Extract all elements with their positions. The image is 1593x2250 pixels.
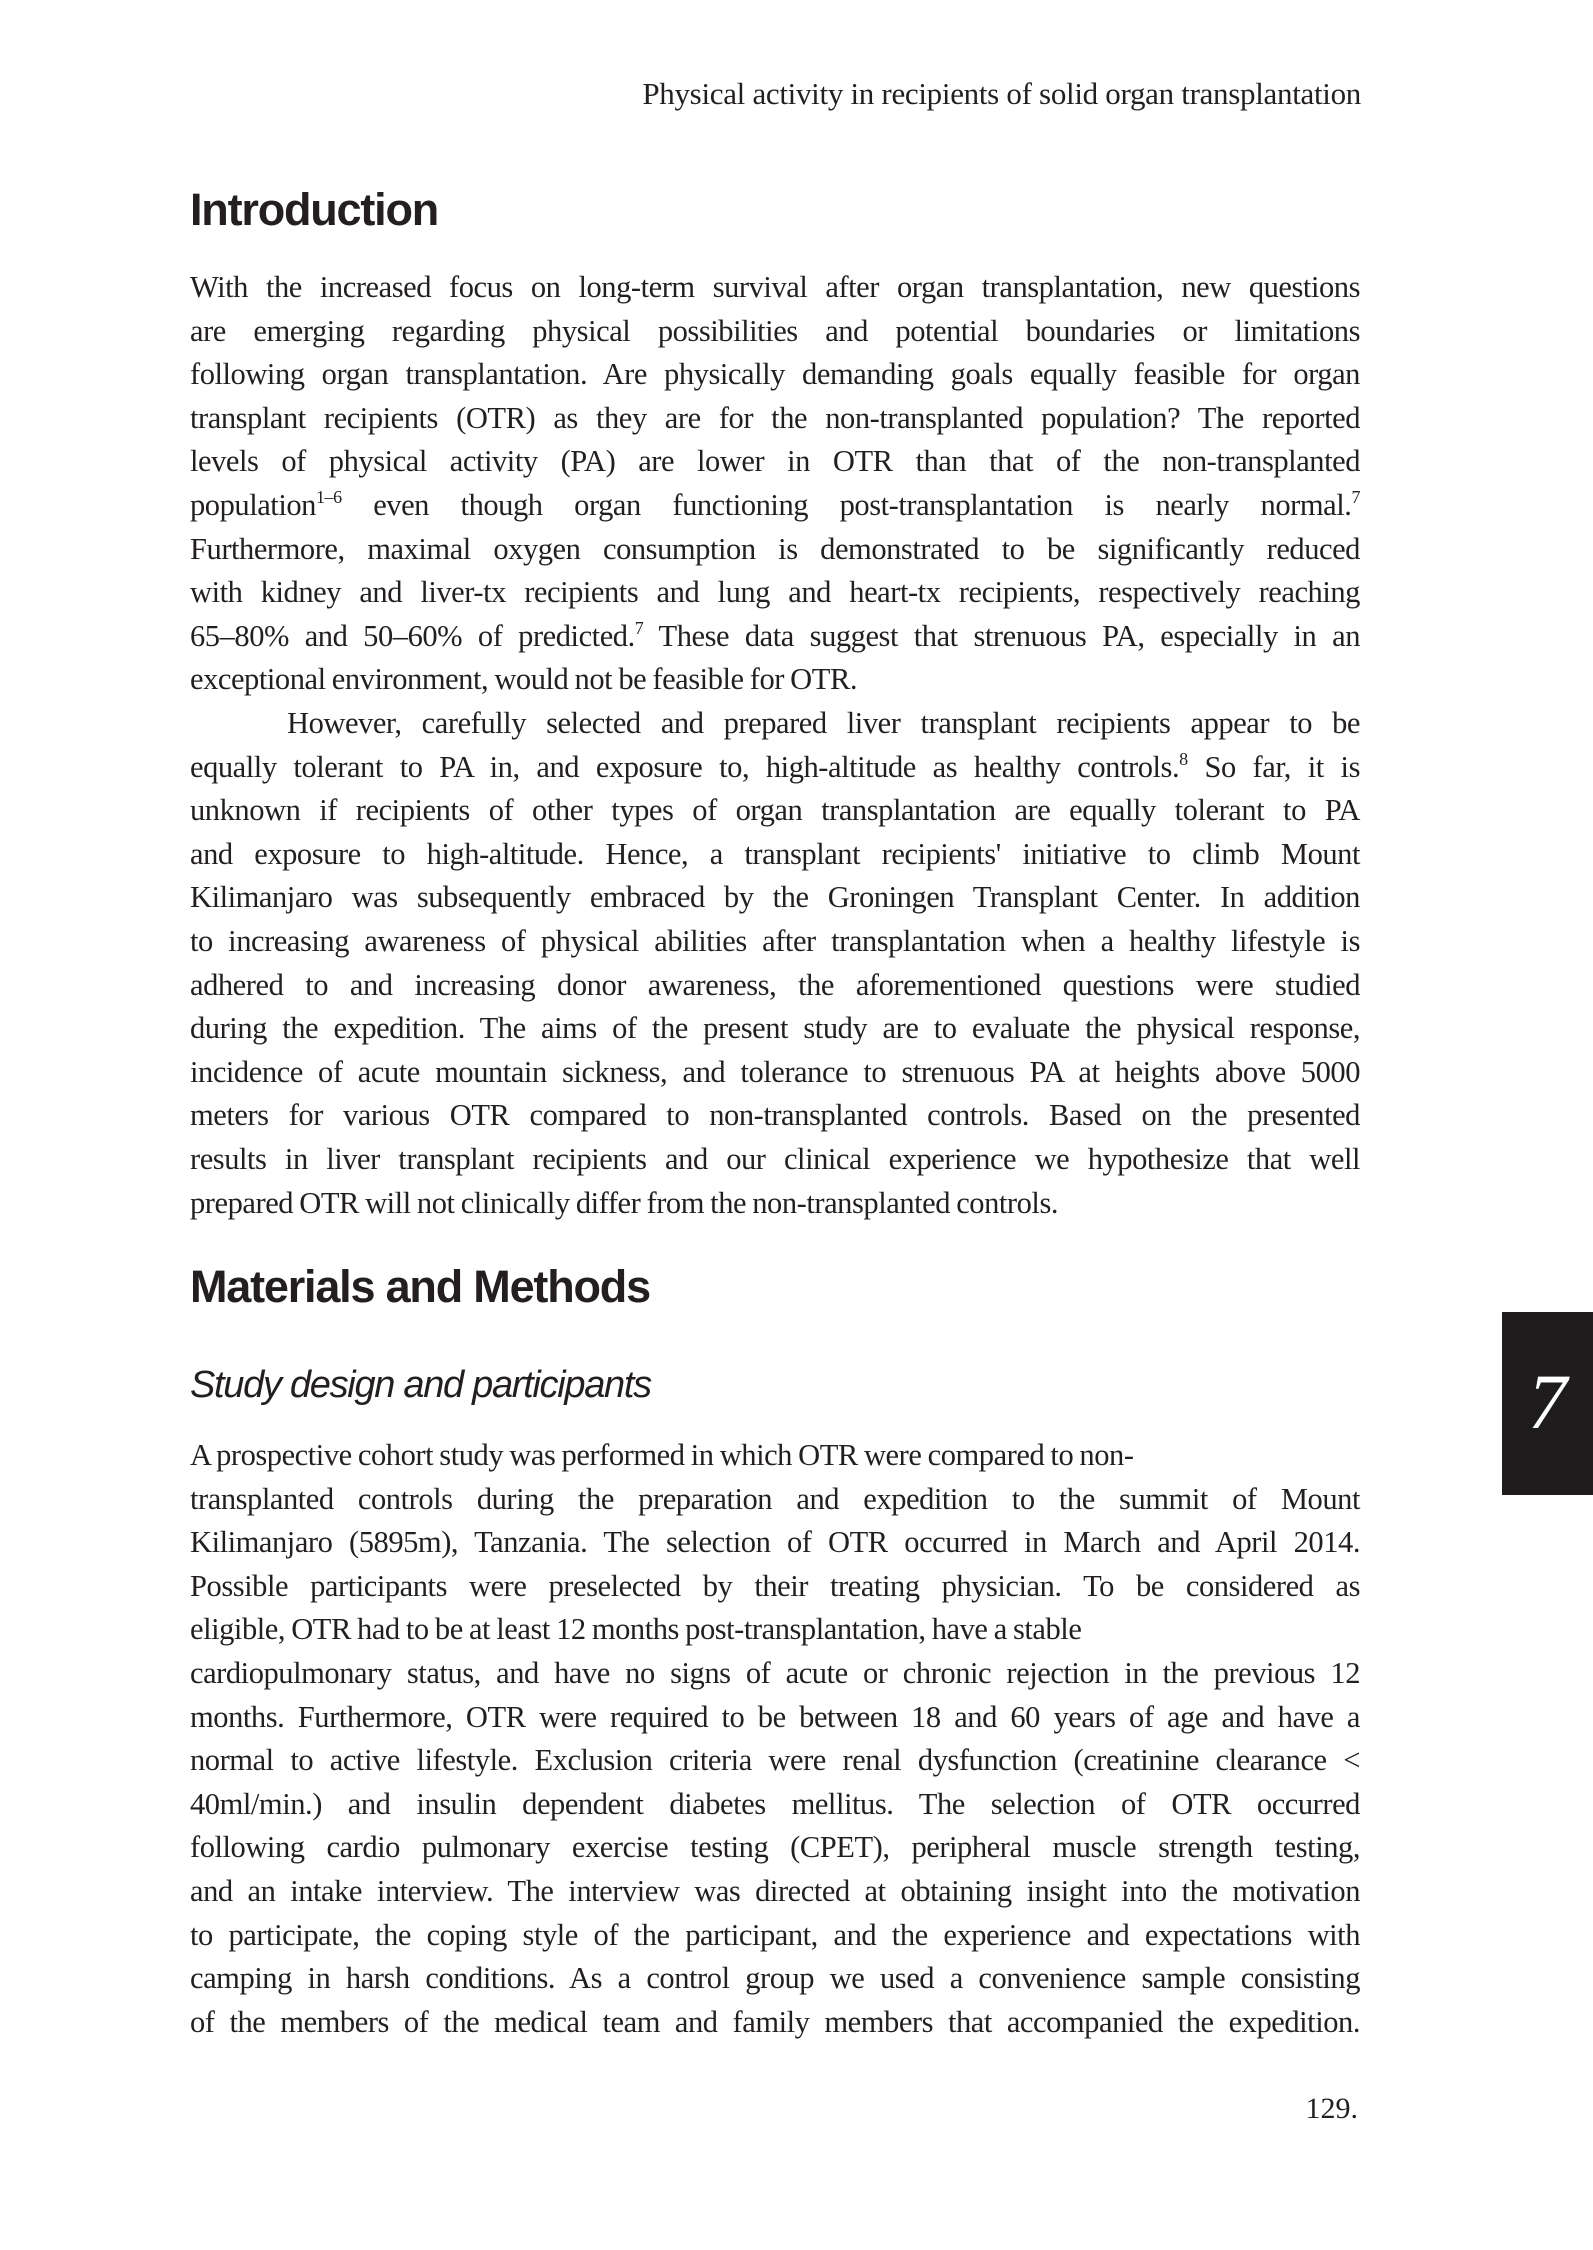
text-segment: 65–80% and 50–60% of predicted. [190,618,635,653]
text-line: meters for various OTR compared to non-transplanted controls. Based on the presented [190,1098,1360,1133]
text-line-with-citations [190,484,1360,528]
text-line: following cardio pulmonary exercise testing (CPET), peripheral muscle strength testing, [190,1830,1360,1865]
chapter-number: 7 [1528,1357,1567,1445]
text-line: following organ transplantation. Are physically demanding goals equally feasible for organ [190,357,1360,392]
text-line: normal to active lifestyle. Exclusion criteria were renal dysfunction (creatinine clearance < [190,1743,1360,1778]
text-line: transplanted controls during the preparation and expedition to the summit of Mount [190,1481,1360,1516]
text-line-with-citations [190,615,1360,659]
text-line: of the members of the medical team and family members that accompanied the expedition. [190,2004,1360,2039]
citation-superscript: 1–6 [315,486,342,507]
text-line: during the expedition. The aims of the present study are to evaluate the physical response, [190,1011,1360,1046]
citation-superscript: 7 [634,617,644,638]
subsection-heading-study-design: Study design and participants [190,1364,651,1406]
text-line: A prospective cohort study was performed in which OTR were compared to non- [190,1438,1134,1472]
text-line: Possible participants were preselected by their treating physician. To be considered as [190,1568,1360,1603]
text-line: Kilimanjaro (5895m), Tanzania. The selection of OTR occurred in March and April 2014. [190,1525,1360,1560]
text-line: unknown if recipients of other types of organ transplantation are equally tolerant to PA [190,793,1360,828]
text-segment: These data suggest that strenuous PA, especially in an [643,618,1360,653]
text-line: levels of physical activity (PA) are lower in OTR than that of the non-transplanted [190,444,1360,479]
text-line: camping in harsh conditions. As a control group we used a convenience sample consisting [190,1961,1360,1996]
page-number: 129. [1305,2092,1358,2125]
text-segment: So far, it is [1187,749,1360,784]
section-heading-introduction: Introduction [190,184,439,235]
text-line: are emerging regarding physical possibilities and potential boundaries or limitations [190,313,1360,348]
text-line: Kilimanjaro was subsequently embraced by the Groningen Transplant Center. In addition [190,880,1360,915]
text-line: with kidney and liver-tx recipients and lung and heart-tx recipients, respectively reaching [190,575,1360,610]
text-segment: population [190,487,316,522]
text-segment: equally tolerant to PA in, and exposure to, high-altitude as healthy controls. [190,749,1180,784]
text-line: With the increased focus on long-term survival after organ transplantation, new questions [190,270,1360,304]
intro-paragraph-1 [190,266,1360,702]
text-line: transplant recipients (OTR) as they are for the non-transplanted population? The reported [190,400,1360,435]
text-line: and an intake interview. The interview was directed at obtaining insight into the motivation [190,1873,1360,1908]
text-line: eligible, OTR had to be at least 12 months post-transplantation, have a stable [190,1612,1082,1647]
text-line: results in liver transplant recipients and our clinical experience we hypothesize that well [190,1141,1360,1176]
text-line: and exposure to high-altitude. Hence, a transplant recipients' initiative to climb Mount [190,836,1360,871]
chapter-tab [1502,1312,1593,1495]
text-line: prepared OTR will not clinically differ from the non-transplanted controls. [190,1185,1059,1220]
text-segment: even though organ functioning post-transplantation is nearly normal. [341,487,1352,522]
text-line: However, carefully selected and prepared liver transplant recipients appear to be [287,706,1360,740]
text-line: adhered to and increasing donor awareness, the aforementioned questions were studied [190,967,1360,1002]
text-line: incidence of acute mountain sickness, and tolerance to strenuous PA at heights above 5000 [190,1054,1360,1089]
text-line: cardiopulmonary status, and have no signs of acute or chronic rejection in the previous 12 [190,1655,1360,1690]
text-line: to participate, the coping style of the participant, and the experience and expectations with [190,1917,1360,1952]
text-line: months. Furthermore, OTR were required to be between 18 and 60 years of age and have a [190,1699,1360,1734]
running-header: Physical activity in recipients of solid organ transplantation [642,76,1361,111]
intro-paragraph-2 [190,702,1360,1225]
citation-superscript: 7 [1351,486,1360,507]
text-line: exceptional environment, would not be feasible for OTR. [190,662,858,697]
text-line: to increasing awareness of physical abilities after transplantation when a healthy lifestyle is [190,923,1360,958]
text-line: 40ml/min.) and insulin dependent diabetes mellitus. The selection of OTR occurred [190,1786,1360,1821]
text-line-with-citations [190,746,1360,790]
text-line: Furthermore, maximal oxygen consumption is demonstrated to be significantly reduced [190,531,1360,566]
methods-paragraph-1 [190,1434,1360,2044]
section-heading-materials-and-methods: Materials and Methods [190,1261,650,1312]
citation-superscript: 8 [1179,748,1188,769]
